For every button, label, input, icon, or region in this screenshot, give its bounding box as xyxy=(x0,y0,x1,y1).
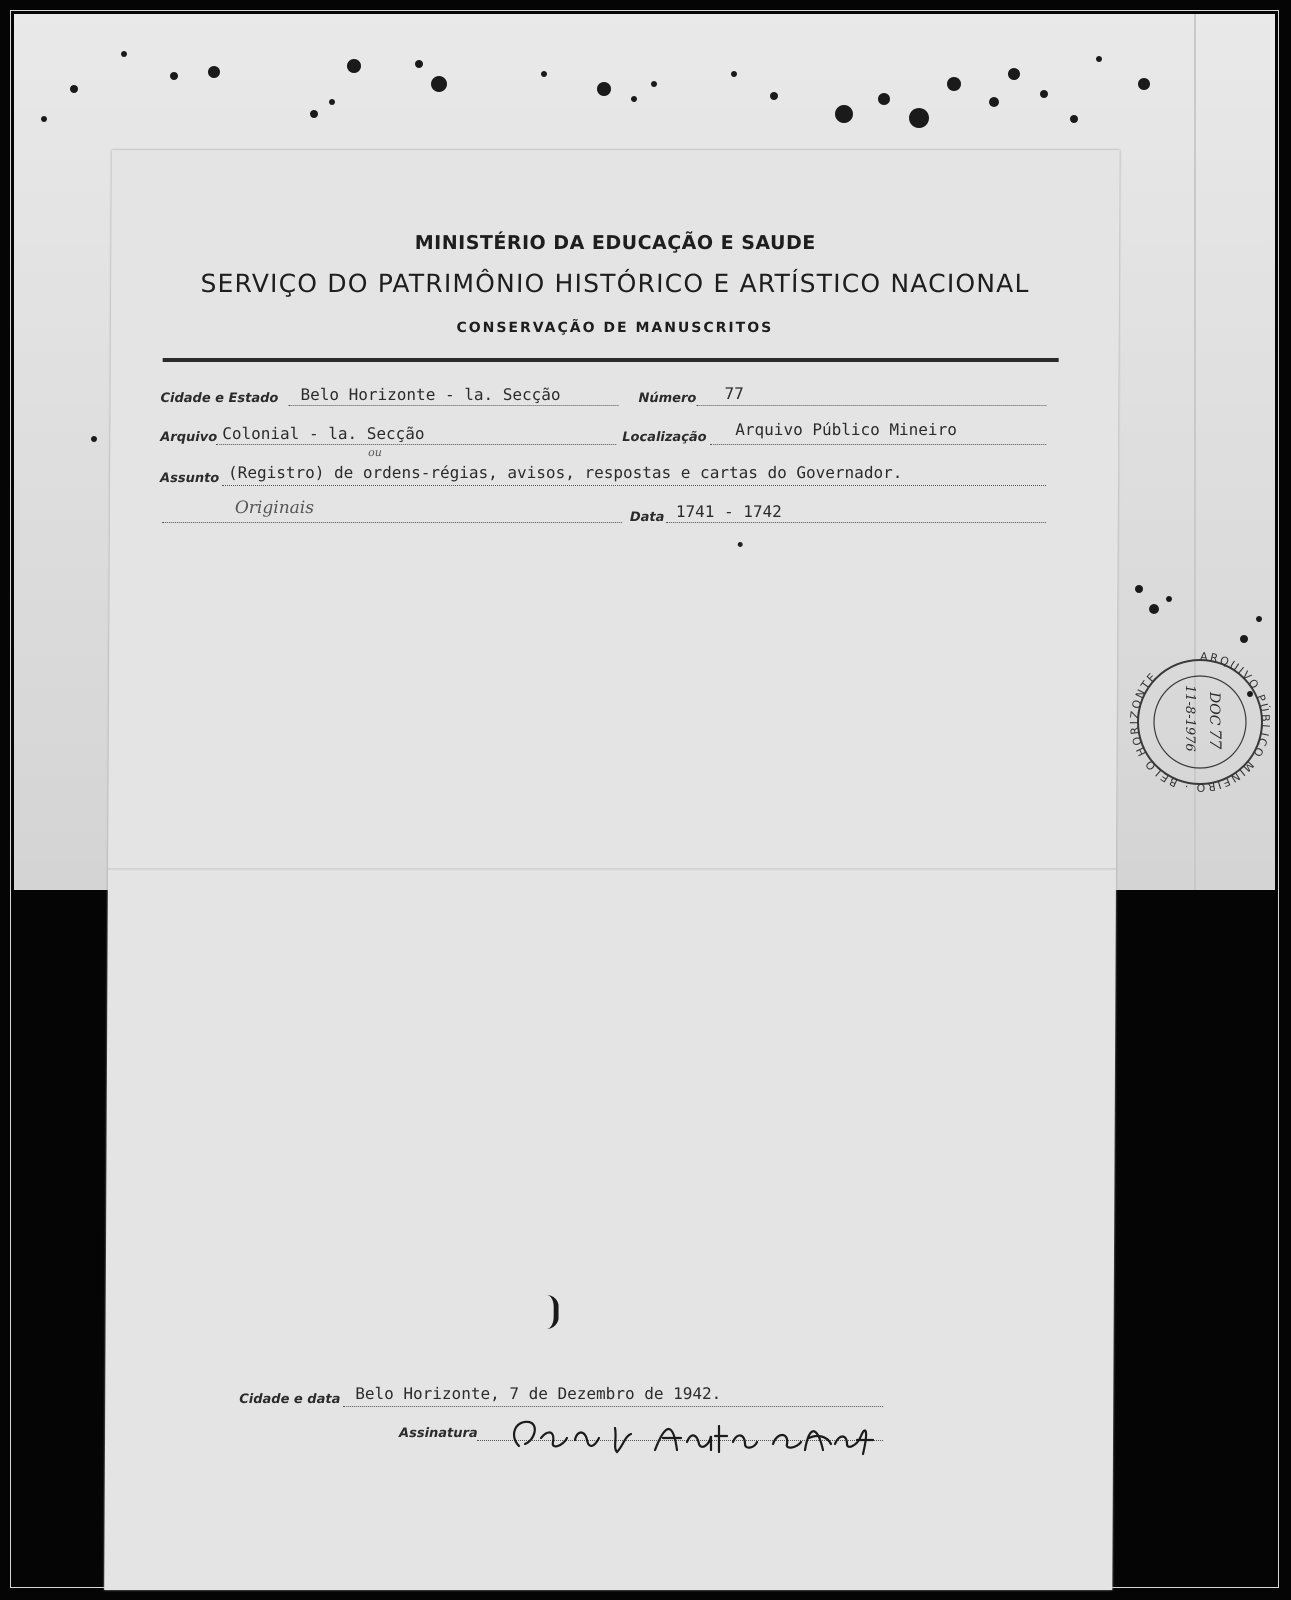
date-dots xyxy=(666,522,1046,523)
city-state-label: Cidade e Estado xyxy=(160,391,279,406)
location-dots xyxy=(710,444,1046,445)
location-value: Arquivo Público Mineiro xyxy=(735,420,957,439)
service-title: SERVIÇO DO PATRIMÔNIO HISTÓRICO E ARTÍSTICO NACIONAL xyxy=(200,269,1030,298)
archive-label: Arquivo xyxy=(160,430,218,445)
number-value: 77 xyxy=(724,384,744,403)
number-label: Número xyxy=(638,391,697,406)
handwritten-signature xyxy=(505,1416,885,1460)
ministry-title: MINISTÉRIO DA EDUCAÇÃO E SAUDE xyxy=(414,232,816,254)
subject-continuation-dots xyxy=(162,522,622,523)
form-sheet xyxy=(104,150,1120,1590)
location-label: Localização xyxy=(622,430,707,445)
archive-value: Colonial - la. Secção xyxy=(222,424,425,443)
ink-dot xyxy=(738,542,743,547)
signature-label: Assinatura xyxy=(399,1426,478,1441)
ink-mark xyxy=(546,1295,559,1329)
sheet-crease xyxy=(108,868,1116,872)
subject-value: (Registro) de ordens-régias, avisos, respostas e cartas do Governador. xyxy=(228,463,903,482)
stamp-number: 77 xyxy=(1206,729,1225,750)
archive-stamp xyxy=(1125,640,1275,820)
subject-label: Assunto xyxy=(160,471,220,486)
number-dots xyxy=(696,405,1046,406)
city-state-dots xyxy=(288,405,618,406)
subject-annotation: Originais xyxy=(234,498,315,518)
stamp-ring-text: ARQUIVO PÚBLICO MINEIRO · BELO HORIZONTE xyxy=(1127,649,1273,795)
city-date-label: Cidade e data xyxy=(239,1392,341,1407)
archive-dots xyxy=(216,444,616,445)
city-date-dots xyxy=(343,1406,883,1407)
svg-text:ARQUIVO PÚBLICO MINEIRO · BELO xyxy=(1128,650,1272,794)
date-value: 1741 - 1742 xyxy=(675,502,782,521)
header-rule xyxy=(163,358,1059,362)
stamp-date: 11-8-1976 xyxy=(1182,685,1197,752)
stamp-doc: DOC xyxy=(1206,692,1222,726)
city-state-value: Belo Horizonte - la. Secção xyxy=(300,385,561,404)
city-date-value: Belo Horizonte, 7 de Dezembro de 1942. xyxy=(355,1384,722,1403)
date-label: Data xyxy=(629,510,665,525)
subject-dots xyxy=(222,485,1046,486)
section-title: CONSERVAÇÃO DE MANUSCRITOS xyxy=(456,320,774,336)
subject-insert-note: ou xyxy=(368,446,382,459)
